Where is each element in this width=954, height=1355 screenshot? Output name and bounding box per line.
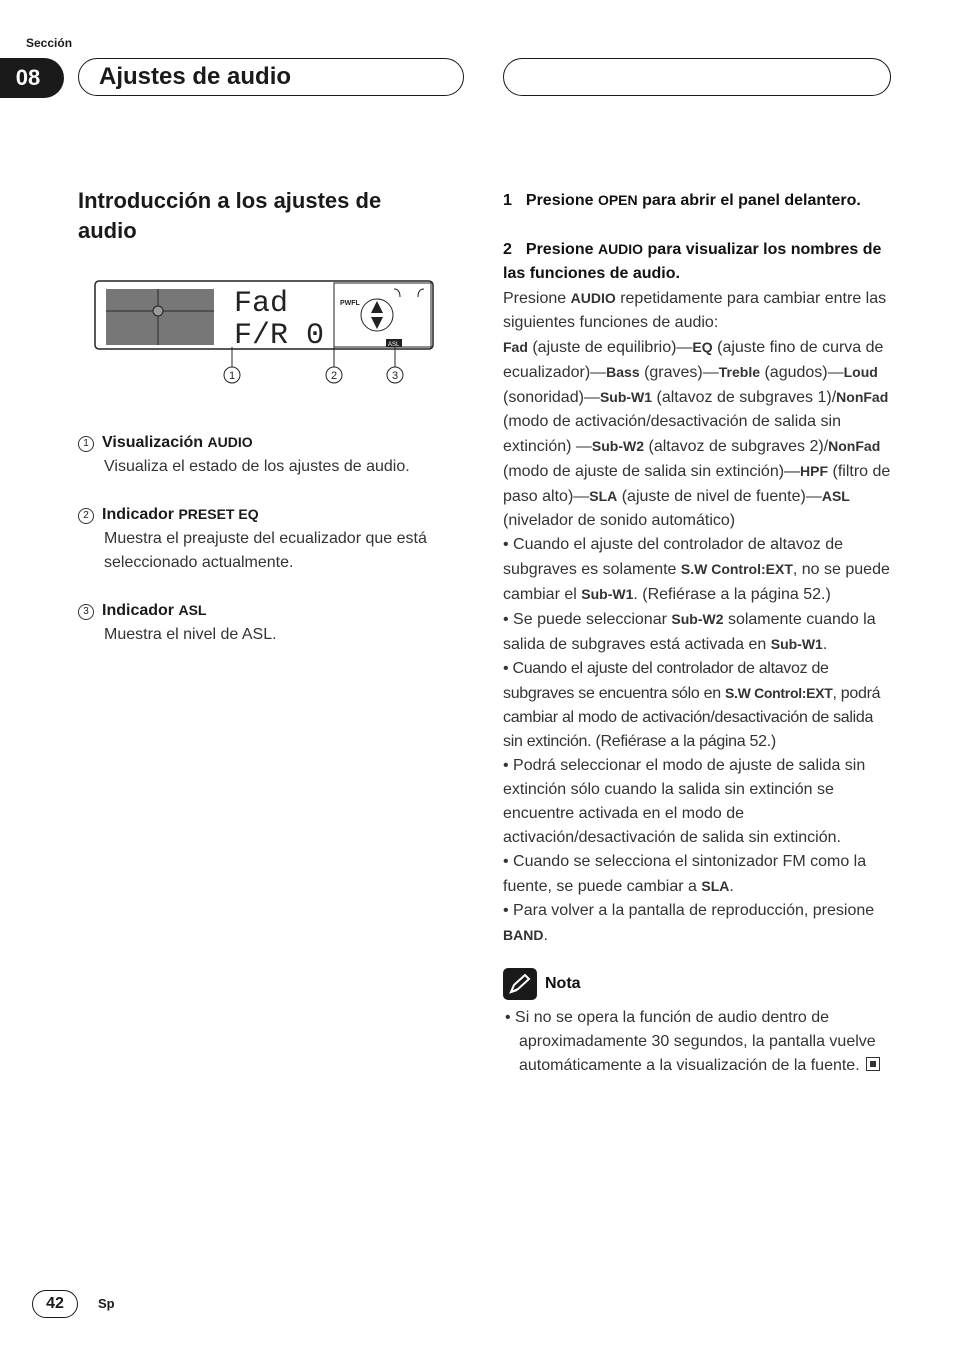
page-number: 42 (32, 1290, 78, 1318)
step-2: 2 Presione AUDIO para visualizar los nombres de las funciones de audio. (503, 241, 882, 282)
display-line1: Fad (234, 287, 289, 321)
display-line2: F/R 0 (234, 319, 325, 353)
right-header-box (503, 58, 891, 96)
asl-indicator: ASL (388, 342, 400, 348)
bullet-5: • Cuando se selecciona el sintonizador FM como la fuente, se puede cambiar a SLA. (503, 853, 867, 895)
bullet-4: • Podrá seleccionar el modo de ajuste de salida sin extinción sólo cuando la salida sin extinción se encuentre activada en el modo de activación/desactivación de salida sin extinción. (503, 757, 866, 846)
callout-2: 2 (331, 370, 338, 382)
display-panel-graphic (106, 289, 214, 345)
pwfl-indicator: PWFL (340, 300, 360, 307)
callout-description: Visualiza el estado de los ajustes de audio. (104, 458, 410, 475)
callout-number: 3 (78, 604, 94, 620)
section-title-box (78, 58, 464, 96)
pencil-icon (503, 968, 537, 1000)
note-text: • Si no se opera la función de audio dentro de aproximadamente 30 segundos, la pantalla vuelve automáticamente a la visualización de la fuente. (503, 1006, 895, 1078)
step-2-body: Presione AUDIO repetidamente para cambiar entre las siguientes funciones de audio: (503, 290, 887, 331)
bullet-6: • Para volver a la pantalla de reproducción, presione BAND. (503, 902, 875, 944)
callout-3: 3 (392, 370, 399, 382)
section-number-badge: 08 (0, 58, 64, 98)
right-column (503, 188, 895, 1078)
bullet-1: • Cuando el ajuste del controlador de altavoz de subgraves es solamente S.W Control:EXT, no se puede cambiar el Sub-W1. (Refiérase a la página 52.) (503, 536, 890, 603)
callout-description: Muestra el nivel de ASL. (104, 626, 277, 643)
language-code: Sp (98, 1296, 115, 1311)
display-illustration (94, 279, 436, 389)
note-header (503, 968, 895, 1000)
section-label: Sección (26, 36, 73, 50)
callout-item-2: 2 Indicador PRESET EQ Muestra el preajuste del ecualizador que está seleccionado actualmente. (78, 502, 458, 575)
callout-description: Muestra el preajuste del ecualizador que está seleccionado actualmente. (104, 530, 427, 571)
bullet-2: • Se puede seleccionar Sub-W2 solamente cuando la salida de subgraves está activada en Sub-W1. (503, 611, 876, 653)
callout-1: 1 (229, 370, 236, 382)
callout-item-1: 1 Visualización AUDIO Visualiza el estado de los ajustes de audio. (78, 430, 458, 479)
step-1: 1 Presione OPEN para abrir el panel delantero. (503, 192, 861, 209)
audio-functions-list: Fad (ajuste de equilibrio)—EQ (ajuste fino de curva de ecualizador)—Bass (graves)—Treble (agudos)—Loud (sonoridad)—Sub-W1 (altavoz de subgraves 1)/NonFad (modo de activación/desactivación de salida sin extinción) —Sub-W2 (altavoz de subgraves 2)/NonFad (modo de ajuste de salida sin extinción)—HPF (filtro de paso alto)—SLA (ajuste de nivel de fuente)—ASL (nivelador de sonido automático) (503, 339, 891, 529)
section-title: Ajustes de audio (99, 63, 292, 90)
callout-number: 2 (78, 508, 94, 524)
bullet-3: • Cuando el ajuste del controlador de altavoz de subgraves se encuentra sólo en S.W Control:EXT, podrá cambiar al modo de activación/desactivación de salida sin extinción. (Refiérase a la página 52.) (503, 660, 881, 750)
callout-number: 1 (78, 436, 94, 452)
callout-item-3: 3 Indicador ASL Muestra el nivel de ASL. (78, 598, 458, 647)
note-label: Nota (545, 975, 581, 992)
intro-heading: Introducción a los ajustes de audio (78, 188, 382, 243)
end-section-icon (866, 1057, 880, 1071)
